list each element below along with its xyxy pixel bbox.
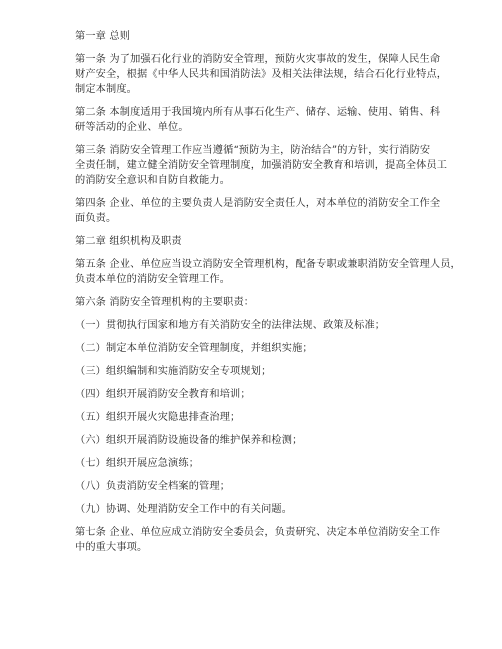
article-7-line-2: 中的重大事项。 xyxy=(75,542,148,553)
duty-item-1: （一）贯彻执行国家和地方有关消防安全的法律法规、政策及标准； xyxy=(75,320,386,331)
article-3-line-3: 的消防安全意识和自防自救能力。 xyxy=(75,175,231,186)
chapter-1-heading: 第一章 总则 xyxy=(75,31,131,42)
article-5-line-1: 第五条 企业、单位应当设立消防安全管理机构，配备专职或兼职消防安全管理人员， xyxy=(75,259,461,270)
chapter-2-heading: 第二章 组织机构及职责 xyxy=(75,236,182,247)
duty-item-9: （九）协调、处理消防安全工作中的有关问题。 xyxy=(75,504,293,515)
article-3-line-1: 第三条 消防安全管理工作应当遵循“预防为主，防治结合”的方针，实行消防安 xyxy=(75,145,431,156)
article-3-line-2: 全责任制，建立健全消防安全管理制度，加强消防安全教育和培训，提高全体员工 xyxy=(75,160,448,171)
duty-item-8: （八）负责消防安全档案的管理； xyxy=(75,481,231,492)
duty-item-7: （七）组织开展应急演练； xyxy=(75,458,200,469)
article-5-line-2: 负责本单位的消防安全管理工作。 xyxy=(75,274,231,285)
article-1-line-3: 制定本制度。 xyxy=(75,84,138,95)
article-6-line-1: 第六条 消防安全管理机构的主要职责： xyxy=(75,297,255,308)
article-4-line-1: 第四条 企业、单位的主要负责人是消防安全责任人，对本单位的消防安全工作全 xyxy=(75,198,441,209)
article-2-line-2: 研等活动的企业、单位。 xyxy=(75,122,189,133)
article-1-line-2: 财产安全，根据《中华人民共和国消防法》及相关法律法规，结合石化行业特点， xyxy=(75,69,448,80)
article-4-line-2: 面负责。 xyxy=(75,213,117,224)
article-2-line-1: 第二条 本制度适用于我国境内所有从事石化生产、储存、运输、使用、销售、科 xyxy=(75,107,441,118)
article-1-line-1: 第一条 为了加强石化行业的消防安全管理，预防火灾事故的发生，保障人民生命 xyxy=(75,54,441,65)
duty-item-5: （五）组织开展火灾隐患排查治理； xyxy=(75,412,241,423)
duty-item-4: （四）组织开展消防安全教育和培训； xyxy=(75,389,251,400)
duty-item-2: （二）制定本单位消防安全管理制度，并组织实施； xyxy=(75,343,313,354)
duty-item-3: （三）组织编制和实施消防安全专项规划； xyxy=(75,366,272,377)
article-7-line-1: 第七条 企业、单位应成立消防安全委员会，负责研究、决定本单位消防安全工作 xyxy=(75,527,441,538)
duty-item-6: （六）组织开展消防设施设备的维护保养和检测； xyxy=(75,435,303,446)
